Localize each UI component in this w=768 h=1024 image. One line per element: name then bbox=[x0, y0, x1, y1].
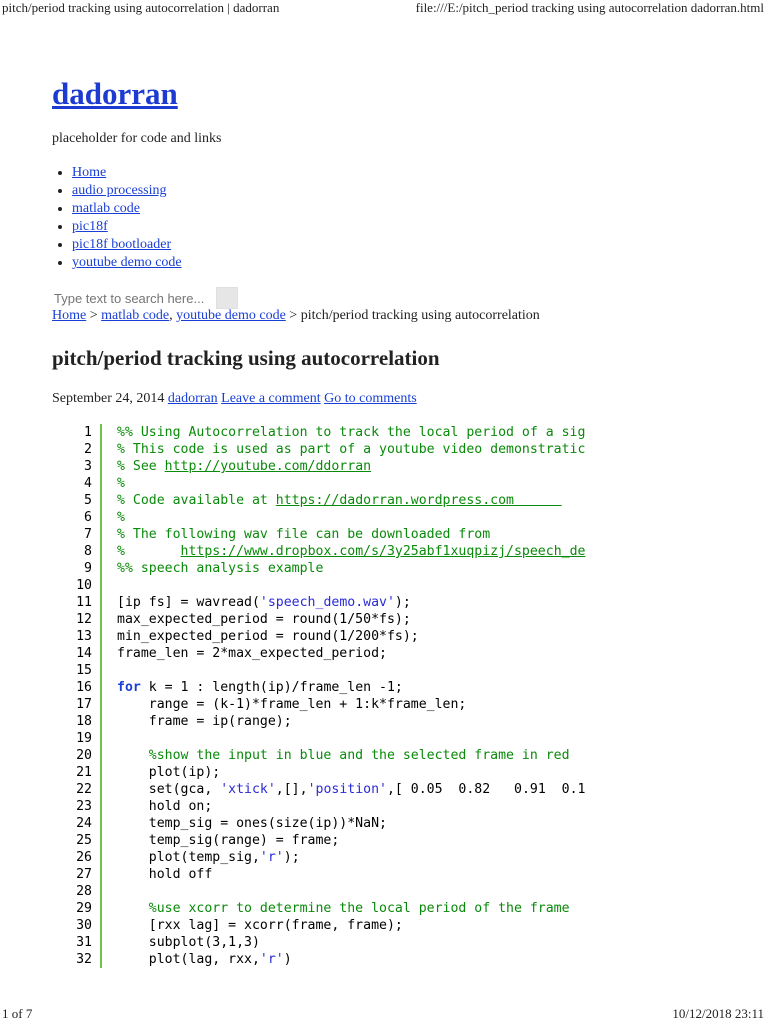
post-meta bbox=[52, 391, 417, 407]
code-token: hold off bbox=[117, 867, 213, 882]
code-line bbox=[52, 645, 604, 662]
print-header-title: pitch/period tracking using autocorrelation | dadorran bbox=[2, 0, 280, 15]
code-line-number: 15 bbox=[76, 663, 92, 678]
code-token: temp_sig = ones(size(ip))*NaN; bbox=[117, 816, 387, 831]
code-gutter-bar bbox=[100, 441, 102, 458]
code-line bbox=[52, 764, 604, 781]
code-line-number: 17 bbox=[76, 697, 92, 712]
code-line-number: 11 bbox=[76, 595, 92, 610]
code-line-number: 31 bbox=[76, 935, 92, 950]
code-token: plot(ip); bbox=[117, 765, 221, 780]
code-token: %% Using Autocorrelation to track the local period of a sig bbox=[117, 425, 586, 440]
code-gutter-bar bbox=[100, 475, 102, 492]
code-line-number: 1 bbox=[84, 425, 92, 440]
code-link[interactable]: https://www.dropbox.com/s/3y25abf1xuqpizj/speech_de bbox=[180, 544, 586, 559]
code-link[interactable]: https://dadorran.wordpress.com bbox=[275, 493, 562, 508]
code-line bbox=[52, 747, 604, 764]
code-block bbox=[52, 424, 604, 968]
code-gutter-bar bbox=[100, 934, 102, 951]
code-token: max_expected_period = round(1/50*fs); bbox=[117, 612, 411, 627]
code-gutter-bar bbox=[100, 849, 102, 866]
code-line bbox=[52, 696, 604, 713]
code-token: hold on; bbox=[117, 799, 213, 814]
code-line-text bbox=[117, 594, 411, 611]
code-line-text bbox=[117, 458, 371, 475]
code-gutter-bar bbox=[100, 883, 102, 900]
code-token: % The following wav file can be downloaded from bbox=[117, 527, 491, 542]
post-date: September 24, 2014 bbox=[52, 391, 165, 406]
code-line-text bbox=[117, 747, 570, 764]
code-line bbox=[52, 866, 604, 883]
code-token: for bbox=[117, 680, 141, 695]
code-line bbox=[52, 475, 604, 492]
code-token: % See bbox=[117, 459, 165, 474]
code-line-text bbox=[117, 441, 585, 458]
nav-link-youtube-demo-code[interactable]: youtube demo code bbox=[72, 255, 182, 270]
code-line bbox=[52, 458, 604, 475]
code-line bbox=[52, 815, 604, 832]
code-line-number: 10 bbox=[76, 578, 92, 593]
code-token: [rxx lag] = xcorr(frame, frame); bbox=[117, 918, 403, 933]
code-gutter-bar bbox=[100, 645, 102, 662]
code-token: %% speech analysis example bbox=[117, 561, 324, 576]
code-token: min_expected_period = round(1/200*fs); bbox=[117, 629, 419, 644]
code-line bbox=[52, 849, 604, 866]
code-gutter-bar bbox=[100, 815, 102, 832]
code-line bbox=[52, 492, 604, 509]
code-line bbox=[52, 883, 604, 900]
code-line bbox=[52, 679, 604, 696]
code-gutter-bar bbox=[100, 458, 102, 475]
code-token: % This code is used as part of a youtube video demonstratic bbox=[117, 442, 586, 457]
code-line-text bbox=[117, 866, 212, 883]
go-to-comments-link[interactable]: Go to comments bbox=[324, 391, 417, 406]
code-gutter-bar bbox=[100, 832, 102, 849]
code-token: ) bbox=[283, 952, 292, 967]
search-form bbox=[52, 287, 238, 309]
search-button[interactable] bbox=[216, 287, 238, 309]
main-nav bbox=[52, 164, 182, 272]
code-line-text bbox=[117, 815, 387, 832]
code-gutter-bar bbox=[100, 781, 102, 798]
code-line-number: 7 bbox=[84, 527, 92, 542]
code-line-text bbox=[117, 492, 562, 509]
code-line bbox=[52, 611, 604, 628]
breadcrumb-comma: , bbox=[169, 308, 177, 323]
code-line bbox=[52, 628, 604, 645]
code-line-text bbox=[117, 645, 387, 662]
code-token: frame = ip(range); bbox=[117, 714, 292, 729]
code-line bbox=[52, 798, 604, 815]
code-line-text bbox=[117, 509, 125, 526]
code-token: %use xcorr to determine the local period of the frame bbox=[117, 901, 570, 916]
code-line bbox=[52, 560, 604, 577]
code-token: 'speech_demo.wav' bbox=[259, 595, 395, 610]
code-line bbox=[52, 441, 604, 458]
print-footer-datetime: 10/12/2018 23:11 bbox=[672, 1006, 764, 1021]
code-token: % bbox=[117, 476, 125, 491]
code-token: % bbox=[117, 510, 125, 525]
code-gutter-bar bbox=[100, 492, 102, 509]
code-line-text bbox=[117, 475, 125, 492]
code-line bbox=[52, 713, 604, 730]
code-line-number: 32 bbox=[76, 952, 92, 967]
code-line-number: 6 bbox=[84, 510, 92, 525]
nav-link-audio-processing[interactable]: audio processing bbox=[72, 183, 167, 198]
breadcrumb-separator: > bbox=[86, 308, 102, 323]
code-line-text bbox=[117, 832, 339, 849]
code-line bbox=[52, 526, 604, 543]
code-gutter-bar bbox=[100, 594, 102, 611]
code-line-number: 21 bbox=[76, 765, 92, 780]
code-line-number: 16 bbox=[76, 680, 92, 695]
code-line bbox=[52, 543, 604, 560]
code-line bbox=[52, 730, 604, 747]
code-line-text bbox=[117, 560, 323, 577]
code-line bbox=[52, 951, 604, 968]
code-line-text bbox=[117, 713, 292, 730]
code-gutter-bar bbox=[100, 713, 102, 730]
code-token: 'r' bbox=[259, 850, 284, 865]
code-gutter-bar bbox=[100, 509, 102, 526]
code-token: temp_sig(range) = frame; bbox=[117, 833, 340, 848]
code-gutter-bar bbox=[100, 424, 102, 441]
nav-link-pic18f-bootloader[interactable]: pic18f bootloader bbox=[72, 237, 172, 252]
code-line-text bbox=[117, 951, 292, 968]
code-gutter-bar bbox=[100, 696, 102, 713]
code-line-text bbox=[117, 900, 570, 917]
breadcrumb-home-link[interactable]: Home bbox=[52, 308, 87, 323]
code-token: % Code available at bbox=[117, 493, 276, 508]
print-header-url: file:///E:/pitch_period tracking using autocorrelation dadorran.html bbox=[415, 0, 764, 15]
code-line bbox=[52, 424, 604, 441]
code-line-text bbox=[117, 543, 585, 560]
code-gutter-bar bbox=[100, 560, 102, 577]
code-gutter-bar bbox=[100, 730, 102, 747]
code-token: ,[ 0.05 0.82 0.91 0.1 bbox=[386, 782, 586, 797]
code-line-number: 28 bbox=[76, 884, 92, 899]
code-token: % bbox=[117, 544, 181, 559]
nav-item-audio-processing bbox=[72, 182, 182, 200]
code-token: ); bbox=[283, 850, 300, 865]
code-line-number: 27 bbox=[76, 867, 92, 882]
code-line-number: 26 bbox=[76, 850, 92, 865]
code-line-number: 22 bbox=[76, 782, 92, 797]
code-line-number: 20 bbox=[76, 748, 92, 763]
code-token: 'r' bbox=[259, 952, 284, 967]
code-line-text bbox=[117, 696, 466, 713]
code-token: subplot(3,1,3) bbox=[117, 935, 260, 950]
code-gutter-bar bbox=[100, 679, 102, 696]
code-line bbox=[52, 917, 604, 934]
code-token: plot(lag, rxx, bbox=[117, 952, 260, 967]
code-line bbox=[52, 900, 604, 917]
site-title bbox=[52, 76, 178, 112]
code-line-text bbox=[117, 798, 212, 815]
code-line-text bbox=[117, 526, 490, 543]
code-line-number: 30 bbox=[76, 918, 92, 933]
code-line bbox=[52, 832, 604, 849]
nav-link-home[interactable]: Home bbox=[72, 165, 107, 180]
code-line-number: 19 bbox=[76, 731, 92, 746]
code-line-text bbox=[117, 764, 220, 781]
print-footer-page-count: 1 of 7 bbox=[2, 1006, 33, 1021]
breadcrumb-current: pitch/period tracking using autocorrelation bbox=[300, 308, 540, 323]
code-line-number: 18 bbox=[76, 714, 92, 729]
breadcrumb-youtube-demo-code-link[interactable]: youtube demo code bbox=[176, 308, 286, 323]
code-gutter-bar bbox=[100, 951, 102, 968]
code-token: 'position' bbox=[307, 782, 387, 797]
code-token: [ip fs] = wavread( bbox=[117, 595, 260, 610]
code-gutter-bar bbox=[100, 611, 102, 628]
code-line-number: 9 bbox=[84, 561, 92, 576]
code-line bbox=[52, 934, 604, 951]
nav-link-pic18f[interactable]: pic18f bbox=[72, 219, 108, 234]
code-line-text bbox=[117, 781, 585, 798]
code-token: plot(temp_sig, bbox=[117, 850, 260, 865]
code-gutter-bar bbox=[100, 577, 102, 594]
nav-item-pic18f bbox=[72, 218, 182, 236]
code-line-text bbox=[117, 611, 411, 628]
search-input[interactable] bbox=[52, 288, 214, 308]
breadcrumb-separator: > bbox=[285, 308, 301, 323]
code-line bbox=[52, 662, 604, 679]
code-line-text bbox=[117, 679, 403, 696]
code-token: set(gca, bbox=[117, 782, 221, 797]
code-link[interactable]: http://youtube.com/ddorran bbox=[164, 459, 372, 474]
code-line-text bbox=[117, 628, 419, 645]
code-gutter-bar bbox=[100, 866, 102, 883]
nav-item-home bbox=[72, 164, 182, 182]
code-token: k = 1 : length(ip)/frame_len -1; bbox=[140, 680, 403, 695]
leave-comment-link[interactable]: Leave a comment bbox=[221, 391, 321, 406]
code-gutter-bar bbox=[100, 662, 102, 679]
code-line bbox=[52, 781, 604, 798]
code-line-text bbox=[117, 934, 260, 951]
nav-item-youtube-demo-code bbox=[72, 254, 182, 272]
code-line bbox=[52, 594, 604, 611]
code-line-number: 8 bbox=[84, 544, 92, 559]
breadcrumb bbox=[52, 308, 540, 324]
code-line-number: 12 bbox=[76, 612, 92, 627]
code-gutter-bar bbox=[100, 917, 102, 934]
code-token: range = (k-1)*frame_len + 1:k*frame_len; bbox=[117, 697, 467, 712]
code-line-number: 25 bbox=[76, 833, 92, 848]
code-token: 'xtick' bbox=[220, 782, 276, 797]
code-line-text bbox=[117, 917, 403, 934]
nav-link-matlab-code[interactable]: matlab code bbox=[72, 201, 141, 216]
site-tagline: placeholder for code and links bbox=[52, 131, 222, 146]
code-token: frame_len = 2*max_expected_period; bbox=[117, 646, 387, 661]
code-gutter-bar bbox=[100, 543, 102, 560]
code-gutter-bar bbox=[100, 798, 102, 815]
nav-item-pic18f-bootloader bbox=[72, 236, 182, 254]
code-token: ,[], bbox=[275, 782, 308, 797]
breadcrumb-matlab-code-link[interactable]: matlab code bbox=[101, 308, 170, 323]
code-line-number: 23 bbox=[76, 799, 92, 814]
nav-item-matlab-code bbox=[72, 200, 182, 218]
code-line bbox=[52, 577, 604, 594]
code-token: ); bbox=[394, 595, 411, 610]
code-line-number: 13 bbox=[76, 629, 92, 644]
code-line-number: 29 bbox=[76, 901, 92, 916]
code-line-text bbox=[117, 424, 585, 441]
code-line-number: 2 bbox=[84, 442, 92, 457]
post-author-link[interactable]: dadorran bbox=[167, 391, 218, 406]
code-token: %show the input in blue and the selected frame in red bbox=[117, 748, 570, 763]
code-gutter-bar bbox=[100, 526, 102, 543]
code-line-number: 24 bbox=[76, 816, 92, 831]
code-gutter-bar bbox=[100, 628, 102, 645]
code-line-number: 14 bbox=[76, 646, 92, 661]
code-line bbox=[52, 509, 604, 526]
code-line-text bbox=[117, 849, 300, 866]
code-line-number: 5 bbox=[84, 493, 92, 508]
code-gutter-bar bbox=[100, 900, 102, 917]
post-title: pitch/period tracking using autocorrelation bbox=[52, 346, 440, 370]
code-line-number: 4 bbox=[84, 476, 92, 491]
site-title-link[interactable]: dadorran bbox=[52, 76, 178, 111]
code-gutter-bar bbox=[100, 764, 102, 781]
code-gutter-bar bbox=[100, 747, 102, 764]
code-line-number: 3 bbox=[84, 459, 92, 474]
